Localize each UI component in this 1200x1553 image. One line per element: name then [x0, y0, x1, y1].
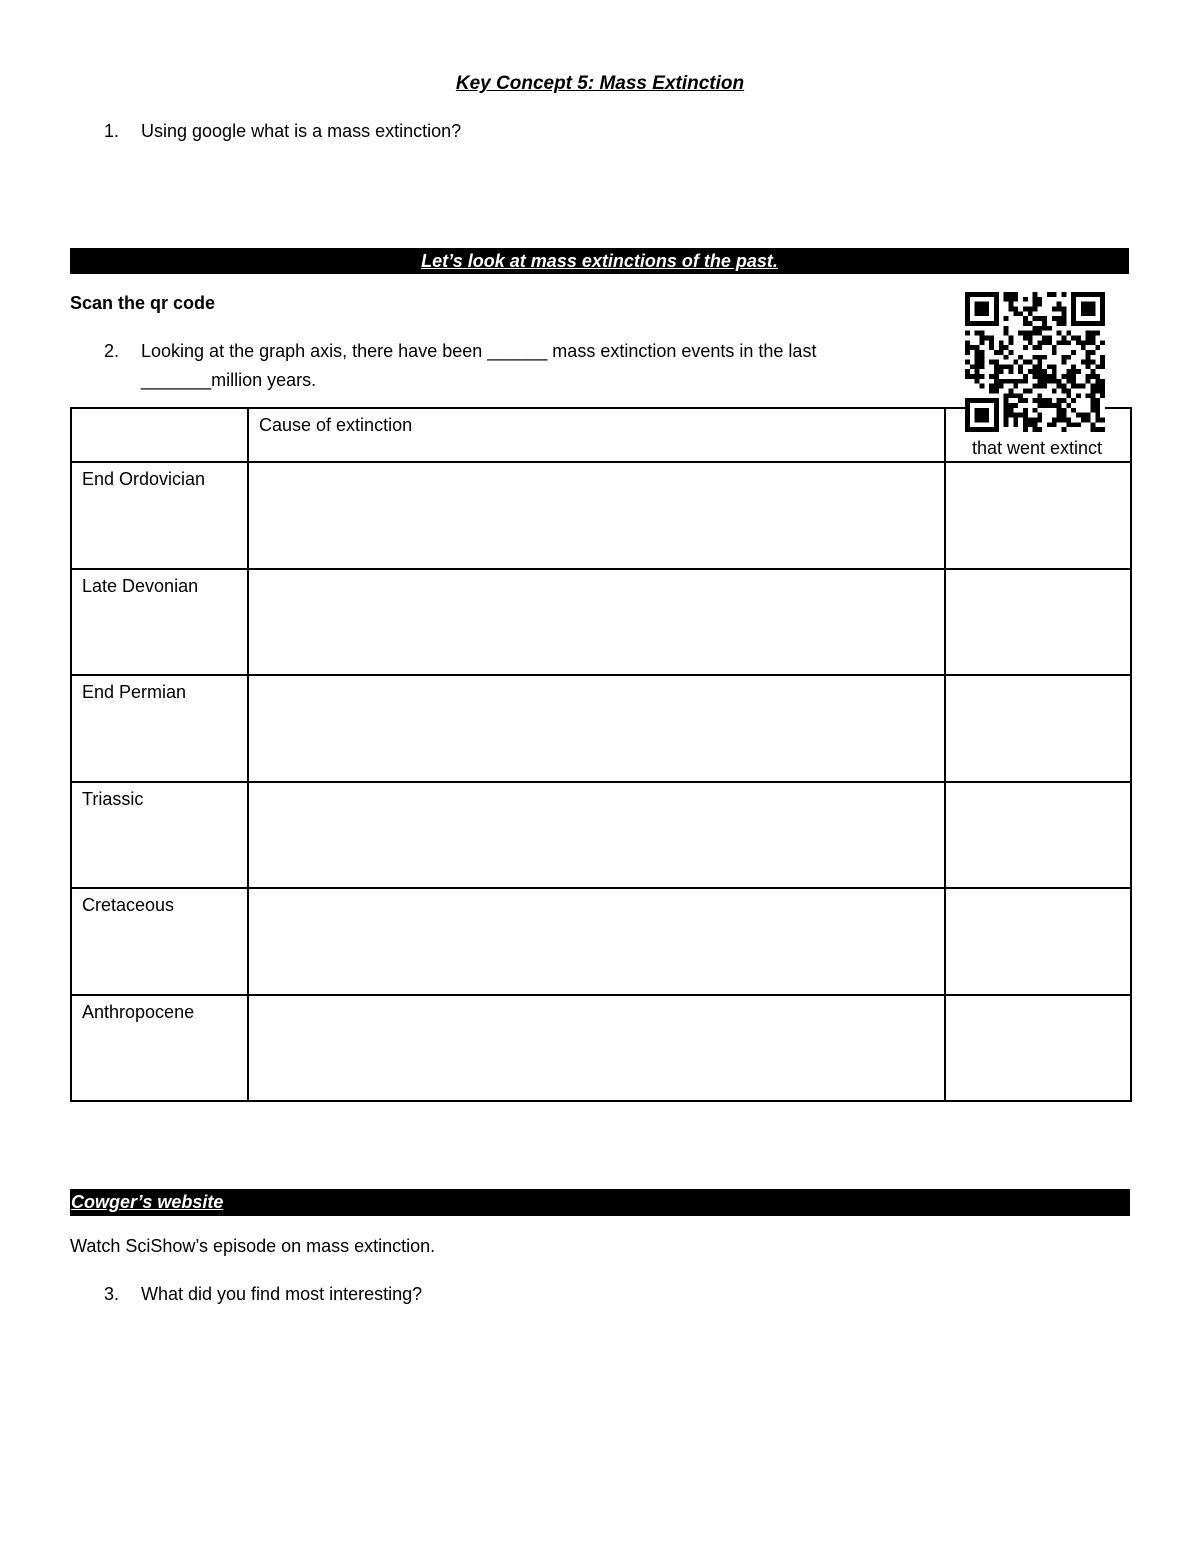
row-label: Cretaceous — [71, 888, 248, 995]
question-1 — [0, 117, 1200, 146]
extinct-cell[interactable] — [945, 995, 1131, 1102]
table-row — [71, 888, 1131, 995]
cause-cell[interactable] — [248, 995, 945, 1102]
row-label: End Permian — [71, 675, 248, 782]
table-row — [71, 782, 1131, 889]
header-cell-event — [71, 408, 248, 462]
qr-code-icon[interactable] — [965, 292, 1105, 432]
table-row — [71, 675, 1131, 782]
section-banner-past: Let’s look at mass extinctions of the past. — [70, 248, 1129, 274]
row-label: End Ordovician — [71, 462, 248, 569]
cause-cell[interactable] — [248, 888, 945, 995]
section-banner-website[interactable] — [70, 1189, 1130, 1216]
cause-cell[interactable] — [248, 675, 945, 782]
question-text: Using google what is a mass extinction? — [141, 121, 462, 141]
question-3 — [0, 1280, 1200, 1309]
website-link[interactable]: Cowger’s website — [71, 1192, 224, 1212]
question-text: What did you find most interesting? — [141, 1284, 423, 1304]
question-number: 1. — [104, 121, 120, 141]
row-label: Late Devonian — [71, 569, 248, 676]
question-text-line-2: _______million years. — [141, 370, 317, 390]
question-number: 3. — [104, 1284, 120, 1304]
cause-cell[interactable] — [248, 782, 945, 889]
extinct-cell[interactable] — [945, 462, 1131, 569]
extinct-cell[interactable] — [945, 569, 1131, 676]
cause-cell[interactable] — [248, 462, 945, 569]
extinction-table — [70, 407, 1132, 1102]
row-label: Anthropocene — [71, 995, 248, 1102]
header-extinct-label: that went extinct — [971, 438, 1103, 458]
row-label: Triassic — [71, 782, 248, 889]
page-title: Key Concept 5: Mass Extinction — [455, 73, 745, 94]
cause-cell[interactable] — [248, 569, 945, 676]
extinct-cell[interactable] — [945, 675, 1131, 782]
table-row — [71, 462, 1131, 569]
scan-instruction: Scan the qr code — [70, 293, 216, 313]
watch-instruction: Watch SciShow’s episode on mass extinction. — [70, 1236, 436, 1256]
qr-code-graphic — [965, 292, 1105, 432]
question-text-line-1: Looking at the graph axis, there have been ______ mass extinction events in the last — [141, 341, 817, 361]
extinct-cell[interactable] — [945, 782, 1131, 889]
table-row — [71, 995, 1131, 1102]
extinct-cell[interactable] — [945, 888, 1131, 995]
question-number: 2. — [104, 341, 120, 361]
table-row — [71, 569, 1131, 676]
header-cell-cause: Cause of extinction — [248, 408, 945, 462]
